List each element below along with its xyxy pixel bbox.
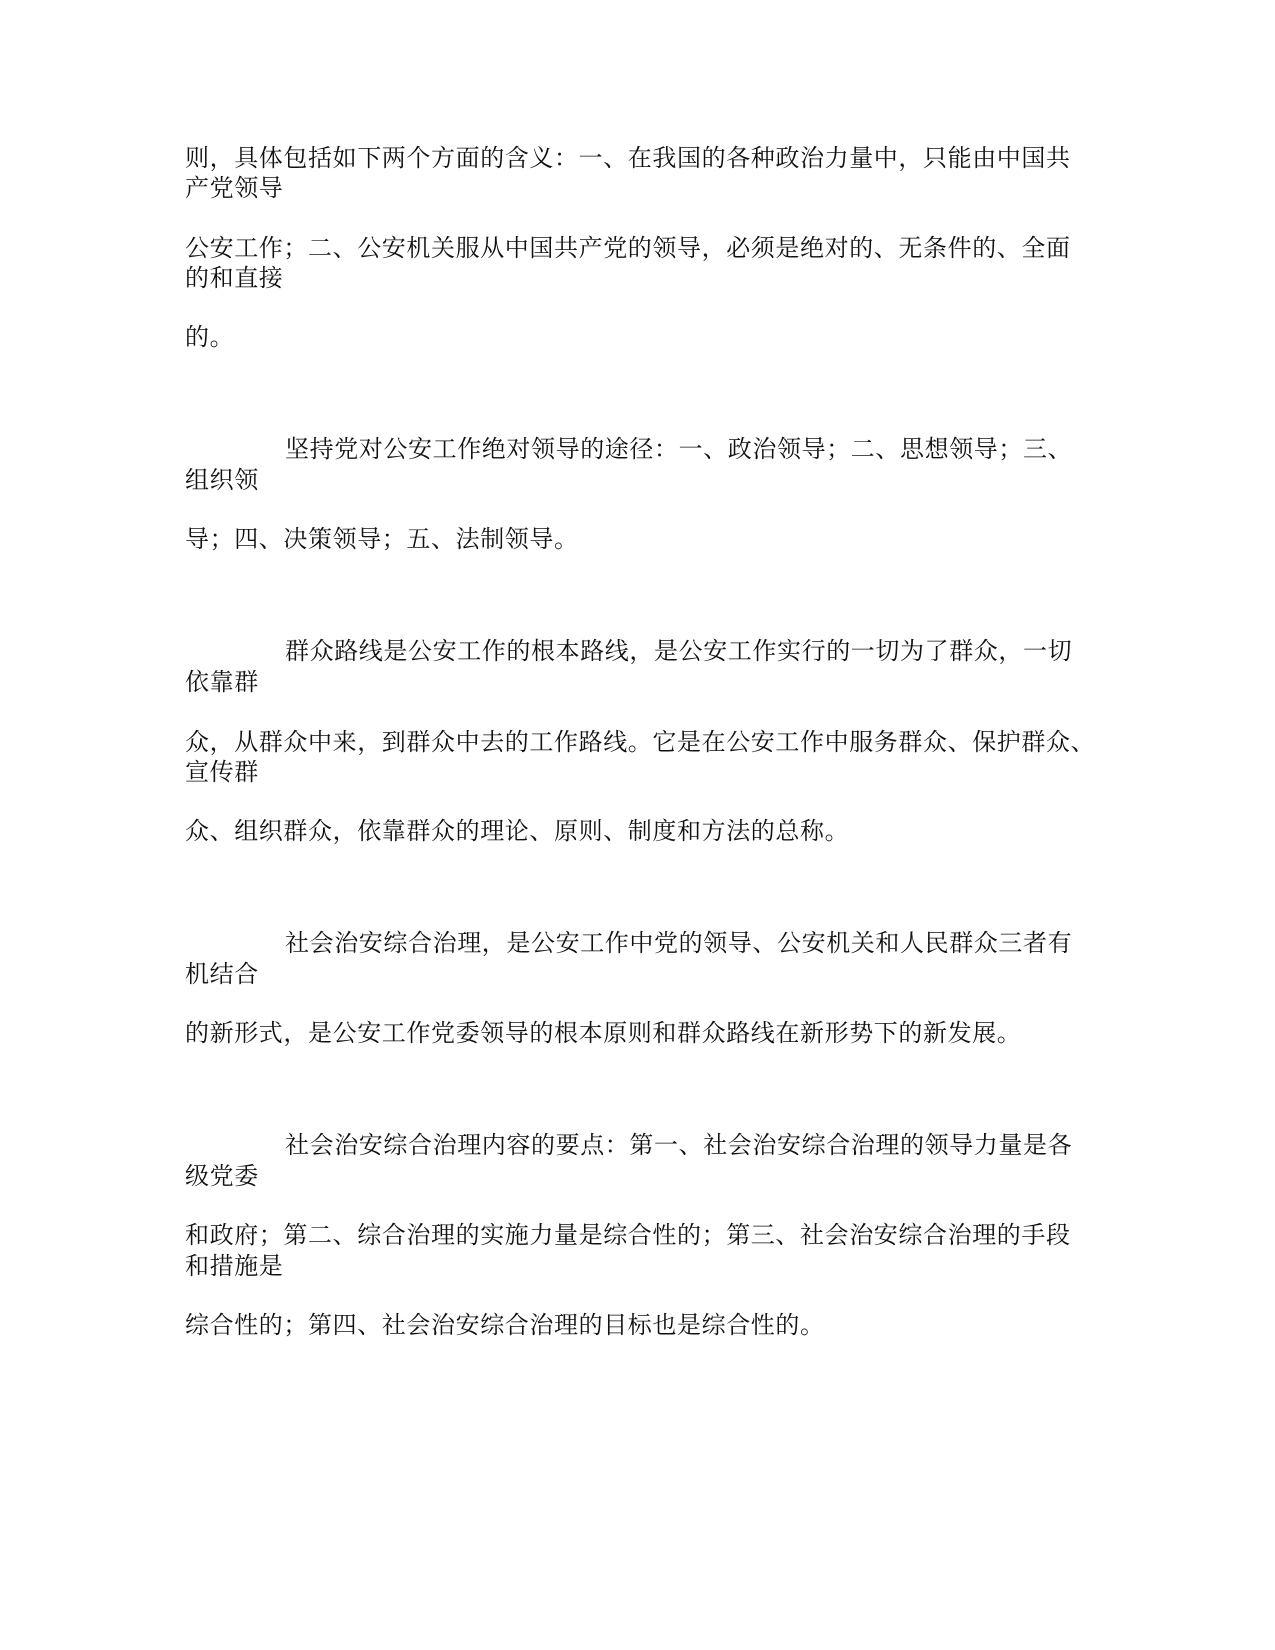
text-line: 级党委 — [185, 1162, 259, 1190]
text-line: 组织领 — [185, 466, 259, 494]
text-line: 机结合 — [185, 960, 259, 988]
paragraph-start-line: 社会治安综合治理，是公安工作中党的领导、公安机关和人民群众三者有 — [285, 929, 1073, 957]
text-line: 和措施是 — [185, 1252, 284, 1280]
text-line: 众，从群众中来，到群众中去的工作路线。它是在公安工作中服务群众、保护群众、 — [185, 728, 1096, 756]
text-line: 的和直接 — [185, 264, 284, 292]
paragraph-start-line: 群众路线是公安工作的根本路线，是公安工作实行的一切为了群众，一切 — [285, 637, 1073, 665]
text-line: 的。 — [185, 323, 235, 351]
text-line: 产党领导 — [185, 174, 284, 202]
text-line: 和政府；第二、综合治理的实施力量是综合性的；第三、社会治安综合治理的手段 — [185, 1221, 1071, 1249]
text-line: 综合性的；第四、社会治安综合治理的目标也是综合性的。 — [185, 1311, 825, 1339]
text-line: 则，具体包括如下两个方面的含义：一、在我国的各种政治力量中，只能由中国共 — [185, 144, 1071, 172]
paragraph-start-line: 坚持党对公安工作绝对领导的途径：一、政治领导；二、思想领导；三、 — [285, 435, 1073, 463]
text-line: 的新形式，是公安工作党委领导的根本原则和群众路线在新形势下的新发展。 — [185, 1019, 1022, 1047]
text-line: 导；四、决策领导；五、法制领导。 — [185, 525, 579, 553]
text-line: 公安工作；二、公安机关服从中国共产党的领导，必须是绝对的、无条件的、全面 — [185, 234, 1071, 262]
text-line: 依靠群 — [185, 668, 259, 696]
text-line: 宣传群 — [185, 758, 259, 786]
text-line: 众、组织群众，依靠群众的理论、原则、制度和方法的总称。 — [185, 817, 850, 845]
paragraph-start-line: 社会治安综合治理内容的要点：第一、社会治安综合治理的领导力量是各 — [285, 1131, 1073, 1159]
